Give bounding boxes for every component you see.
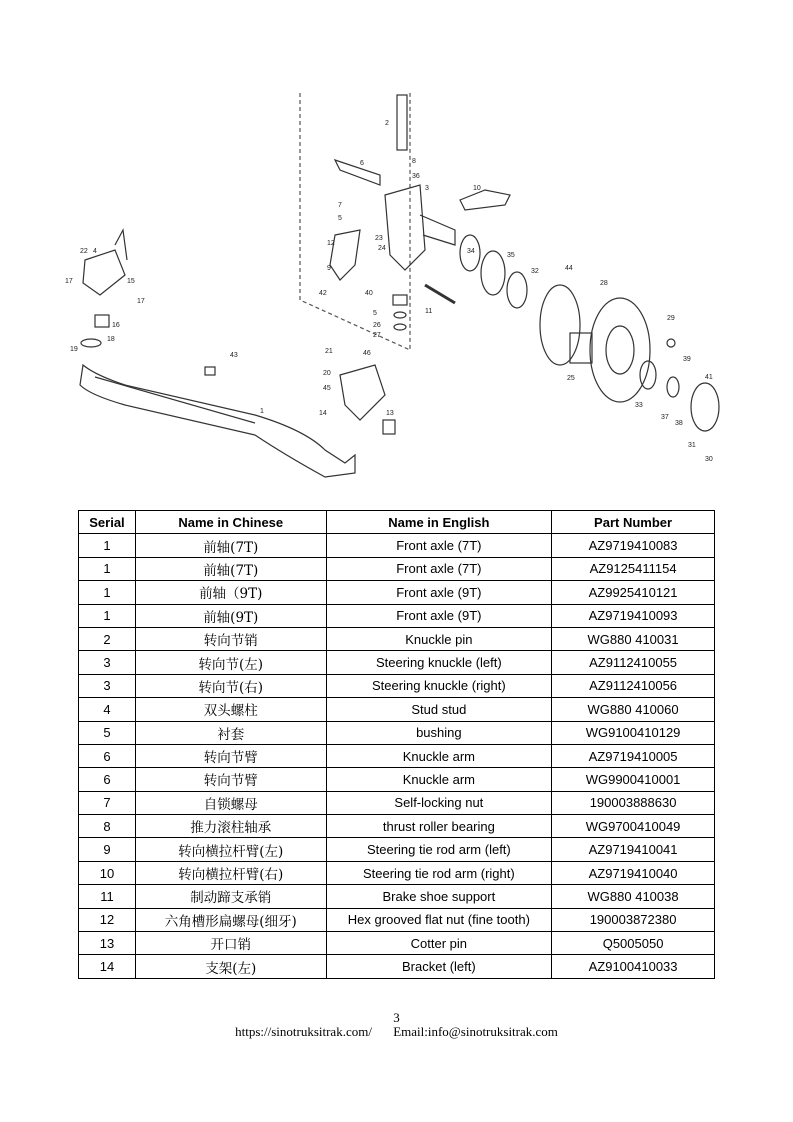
svg-text:15: 15 [127,278,135,285]
cell-serial: 14 [79,955,136,978]
footer-links [0,1024,793,1040]
cell-name-english: Bracket (left) [326,955,552,978]
svg-text:11: 11 [425,308,433,315]
table-row [79,674,715,697]
table-row [79,744,715,767]
svg-text:7: 7 [338,202,342,209]
svg-text:27: 27 [373,332,381,339]
table-row [79,861,715,884]
cell-serial: 1 [79,604,136,627]
svg-text:1: 1 [260,408,264,415]
svg-text:24: 24 [378,245,386,252]
svg-text:32: 32 [531,268,539,275]
cell-name-english: Brake shoe support [326,885,552,908]
cell-part-number: AZ9719410005 [552,744,715,767]
cell-serial: 1 [79,557,136,580]
table-row [79,908,715,931]
cell-serial: 7 [79,791,136,814]
svg-text:2: 2 [385,120,389,127]
cell-serial: 3 [79,674,136,697]
table-row [79,721,715,744]
cell-name-chinese: 转向节臂 [135,768,326,791]
svg-text:9: 9 [327,265,331,272]
cell-part-number: WG880 410038 [552,885,715,908]
svg-text:19: 19 [70,346,78,353]
svg-text:18: 18 [107,336,115,343]
cell-part-number: AZ9719410041 [552,838,715,861]
cell-serial: 10 [79,861,136,884]
cell-part-number: AZ9719410083 [552,534,715,557]
svg-text:36: 36 [412,173,420,180]
svg-text:12: 12 [327,240,335,247]
cell-name-chinese: 前轴(7T) [135,557,326,580]
header-name-english: Name in English [326,511,552,534]
cell-name-english: Knuckle pin [326,627,552,650]
cell-part-number: AZ9925410121 [552,581,715,604]
cell-serial: 8 [79,815,136,838]
svg-text:45: 45 [323,385,331,392]
svg-text:5: 5 [338,215,342,222]
table-row [79,604,715,627]
cell-part-number: WG880 410060 [552,698,715,721]
table-row [79,534,715,557]
cell-serial: 13 [79,932,136,955]
page-number: 3 [393,1010,400,1025]
table-row [79,955,715,978]
svg-text:6: 6 [360,160,364,167]
svg-text:17: 17 [65,278,73,285]
table-row [79,627,715,650]
svg-text:8: 8 [412,158,416,165]
header-serial: Serial [79,511,136,534]
exploded-parts-diagram [55,85,735,495]
cell-serial: 12 [79,908,136,931]
cell-name-chinese: 推力滚柱轴承 [135,815,326,838]
cell-name-chinese: 制动蹄支承销 [135,885,326,908]
email-text[interactable]: Email:info@sinotruksitrak.com [393,1024,558,1039]
cell-name-chinese: 前轴(9T) [135,604,326,627]
svg-text:43: 43 [230,352,238,359]
cell-part-number: AZ9719410040 [552,861,715,884]
cell-name-chinese: 转向节销 [135,627,326,650]
cell-name-chinese: 前轴(7T) [135,534,326,557]
cell-part-number: AZ9719410093 [552,604,715,627]
svg-text:42: 42 [319,290,327,297]
table-row [79,885,715,908]
cell-serial: 6 [79,768,136,791]
cell-name-english: thrust roller bearing [326,815,552,838]
svg-text:14: 14 [319,410,327,417]
cell-name-chinese: 自锁螺母 [135,791,326,814]
cell-part-number: WG880 410031 [552,627,715,650]
svg-text:21: 21 [325,348,333,355]
header-part-number: Part Number [552,511,715,534]
svg-text:22: 22 [80,248,88,255]
cell-name-chinese: 转向节(左) [135,651,326,674]
svg-text:20: 20 [323,370,331,377]
cell-part-number: 190003888630 [552,791,715,814]
svg-text:40: 40 [365,290,373,297]
table-row [79,698,715,721]
cell-serial: 9 [79,838,136,861]
cell-name-chinese: 六角槽形扁螺母(细牙) [135,908,326,931]
svg-text:37: 37 [661,414,669,421]
cell-name-english: Front axle (9T) [326,581,552,604]
cell-serial: 1 [79,581,136,604]
table-row [79,838,715,861]
svg-text:10: 10 [473,185,481,192]
cell-name-english: Cotter pin [326,932,552,955]
cell-name-english: Knuckle arm [326,768,552,791]
cell-serial: 6 [79,744,136,767]
cell-name-chinese: 转向横拉杆臂(右) [135,861,326,884]
svg-text:29: 29 [667,315,675,322]
table-row [79,557,715,580]
header-name-chinese: Name in Chinese [135,511,326,534]
svg-text:31: 31 [688,442,696,449]
svg-text:33: 33 [635,402,643,409]
cell-name-chinese: 支架(左) [135,955,326,978]
cell-serial: 5 [79,721,136,744]
cell-name-english: Knuckle arm [326,744,552,767]
table-row [79,815,715,838]
svg-text:46: 46 [363,350,371,357]
cell-name-english: Steering knuckle (right) [326,674,552,697]
svg-text:25: 25 [567,375,575,382]
svg-text:13: 13 [386,410,394,417]
svg-text:41: 41 [705,374,713,381]
svg-text:28: 28 [600,280,608,287]
cell-name-english: Front axle (7T) [326,557,552,580]
table-row [79,932,715,955]
cell-name-chinese: 前轴（9T) [135,581,326,604]
cell-serial: 11 [79,885,136,908]
cell-serial: 3 [79,651,136,674]
table-row [79,651,715,674]
svg-text:35: 35 [507,252,515,259]
svg-text:16: 16 [112,322,120,329]
cell-name-english: Steering knuckle (left) [326,651,552,674]
svg-text:5: 5 [373,310,377,317]
cell-part-number: Q5005050 [552,932,715,955]
svg-text:26: 26 [373,322,381,329]
parts-table [78,510,715,979]
cell-name-chinese: 衬套 [135,721,326,744]
cell-serial: 2 [79,627,136,650]
cell-name-english: Hex grooved flat nut (fine tooth) [326,908,552,931]
svg-text:3: 3 [425,185,429,192]
cell-part-number: 190003872380 [552,908,715,931]
svg-text:4: 4 [93,248,97,255]
table-row [79,581,715,604]
cell-serial: 4 [79,698,136,721]
svg-text:44: 44 [565,265,573,272]
table-row [79,768,715,791]
cell-name-chinese: 开口销 [135,932,326,955]
svg-text:17: 17 [137,298,145,305]
cell-name-english: Front axle (9T) [326,604,552,627]
cell-name-english: Front axle (7T) [326,534,552,557]
cell-part-number: AZ9125411154 [552,557,715,580]
website-link[interactable]: https://sinotruksitrak.com/ [235,1024,372,1039]
cell-name-english: bushing [326,721,552,744]
table-body [79,534,715,978]
svg-text:34: 34 [467,248,475,255]
table-header-row [79,511,715,534]
cell-part-number: WG9900410001 [552,768,715,791]
table-row [79,791,715,814]
cell-part-number: WG9100410129 [552,721,715,744]
svg-text:38: 38 [675,420,683,427]
svg-text:30: 30 [705,456,713,463]
cell-part-number: AZ9100410033 [552,955,715,978]
cell-name-chinese: 转向节(右) [135,674,326,697]
cell-name-chinese: 双头螺柱 [135,698,326,721]
cell-name-english: Steering tie rod arm (left) [326,838,552,861]
cell-part-number: AZ9112410055 [552,651,715,674]
front-axle-exploded-view [55,85,735,495]
svg-text:39: 39 [683,356,691,363]
svg-text:23: 23 [375,235,383,242]
cell-part-number: AZ9112410056 [552,674,715,697]
cell-part-number: WG9700410049 [552,815,715,838]
cell-name-chinese: 转向节臂 [135,744,326,767]
cell-serial: 1 [79,534,136,557]
cell-name-english: Stud stud [326,698,552,721]
cell-name-english: Steering tie rod arm (right) [326,861,552,884]
cell-name-chinese: 转向横拉杆臂(左) [135,838,326,861]
cell-name-english: Self-locking nut [326,791,552,814]
